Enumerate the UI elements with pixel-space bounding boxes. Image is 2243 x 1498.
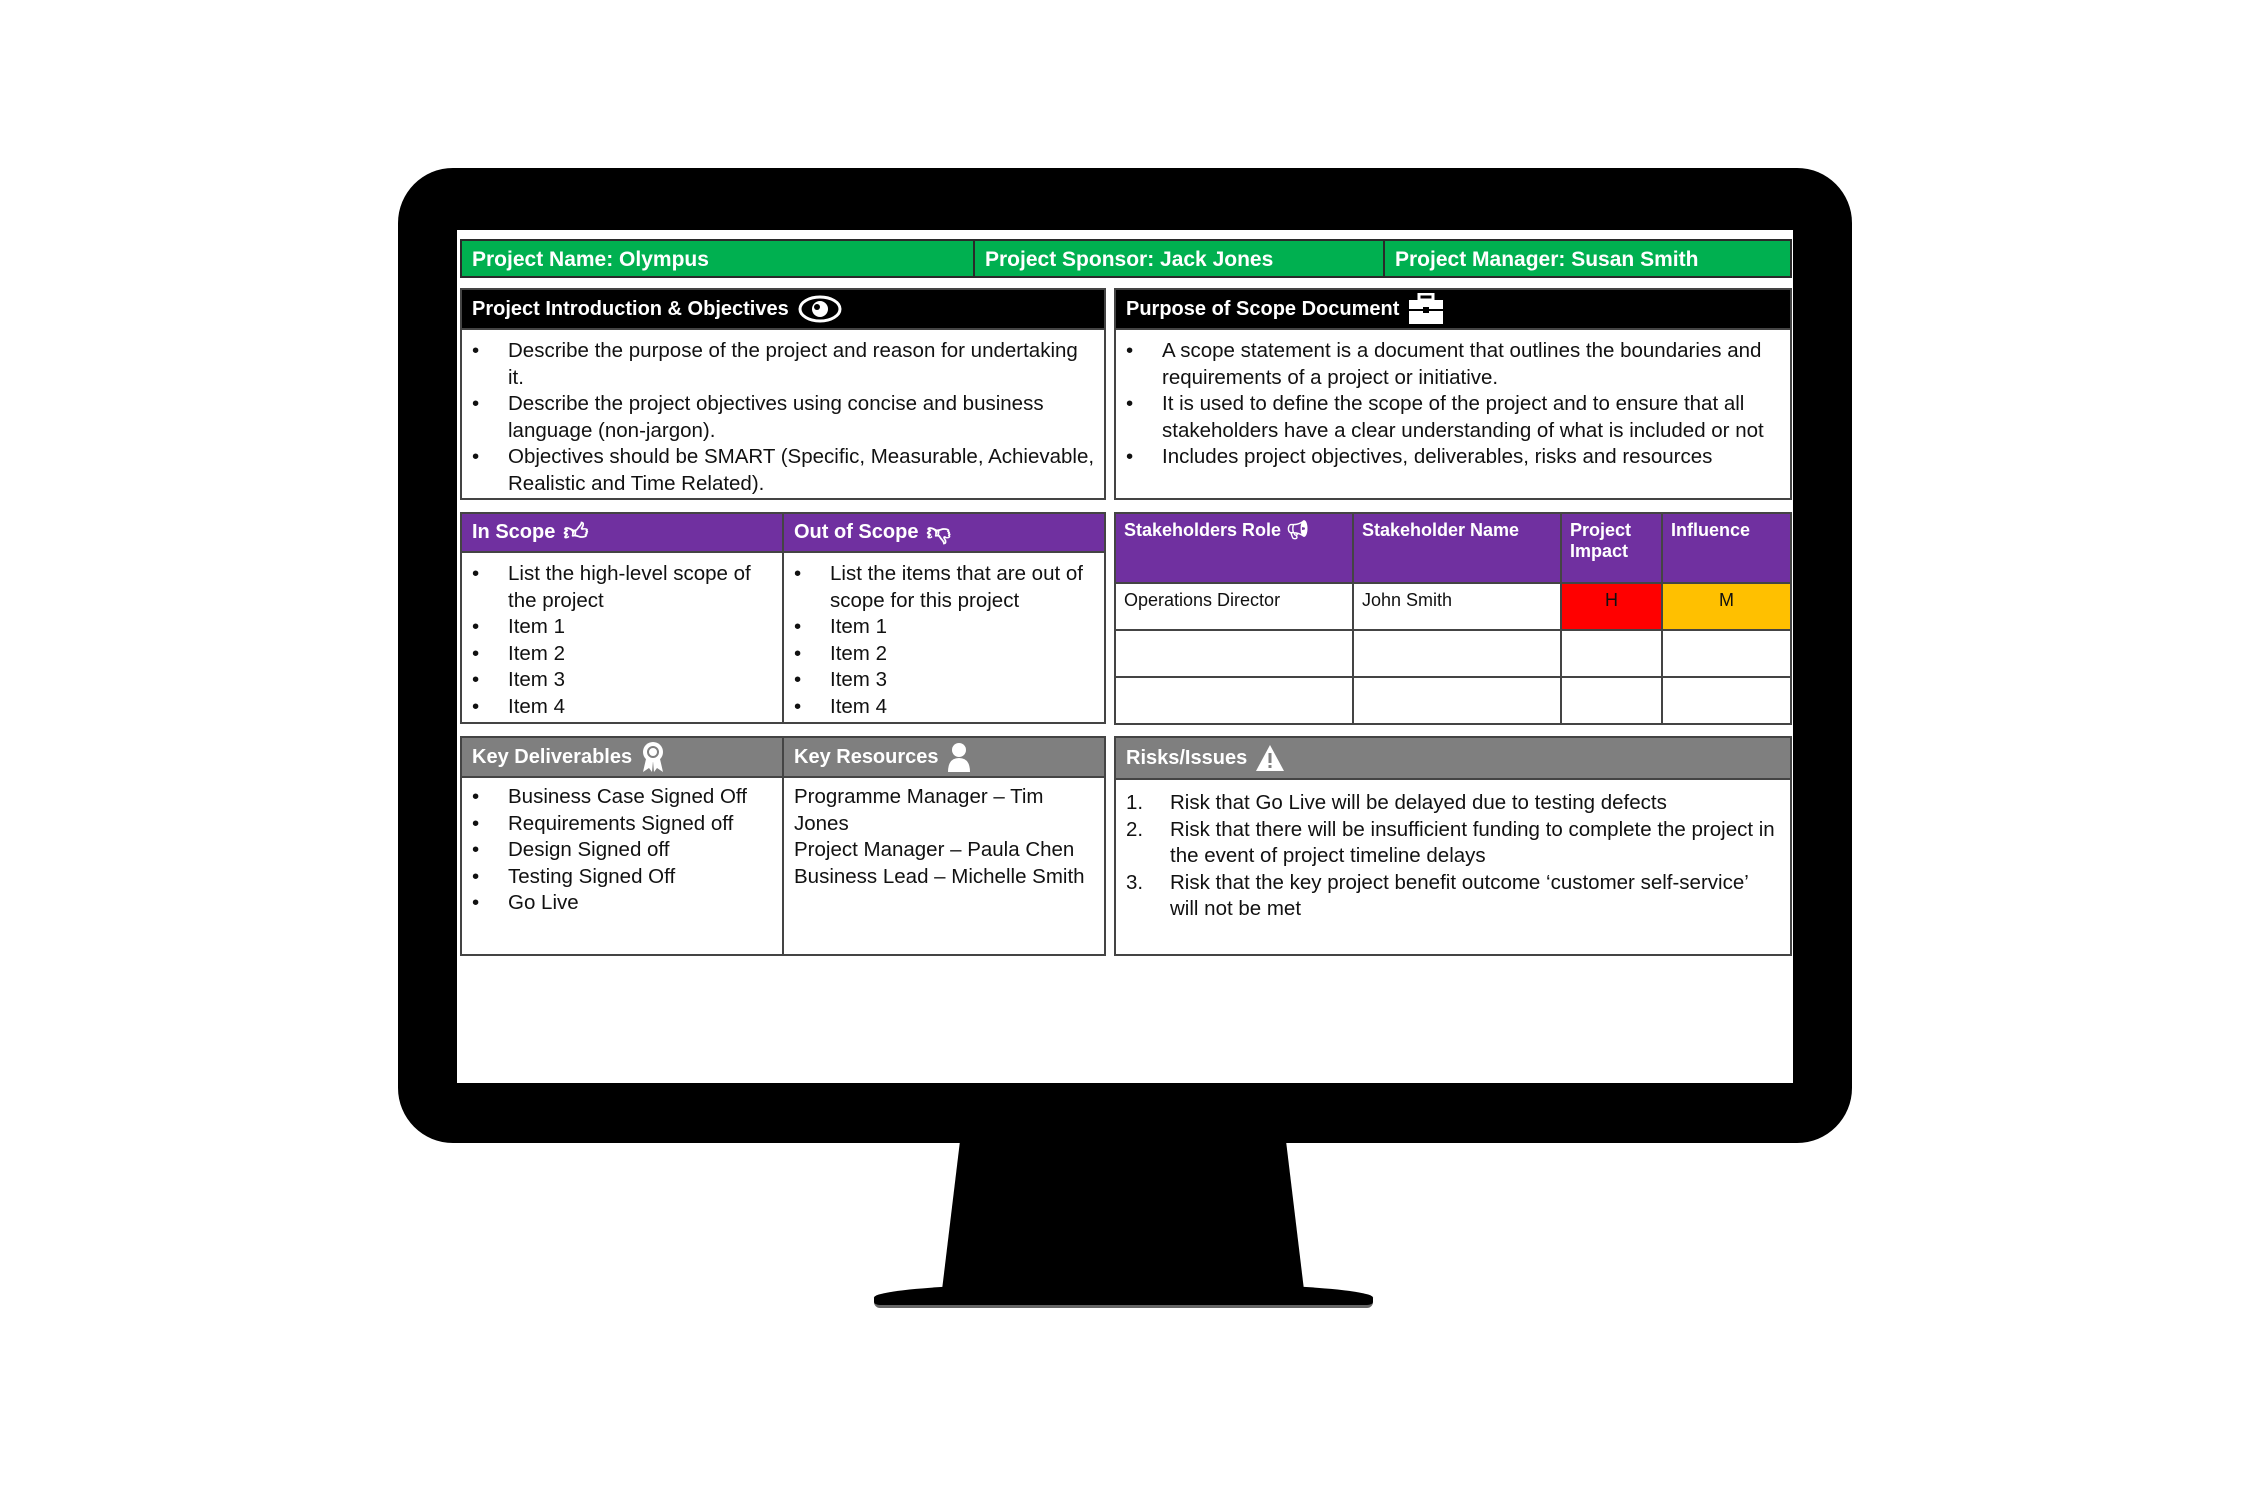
risk-number: 2. — [1126, 817, 1144, 841]
out-scope-item: • List the items that are out of scope for this project — [794, 561, 1096, 614]
stakeholder-cell — [1561, 677, 1662, 724]
deliverables-list — [462, 778, 782, 917]
thumbs-down-icon: 👎︎ — [926, 518, 951, 546]
stakeholder-cell: M — [1662, 583, 1791, 630]
intro-item: • Describe the project objectives using concise and business language (non-jargon). — [472, 391, 1096, 444]
deliverable-item: • Business Case Signed Off — [472, 784, 774, 811]
warning-icon — [1255, 744, 1285, 772]
risk-text: Risk that Go Live will be delayed due to testing defects — [1170, 791, 1667, 814]
intro-list — [462, 330, 1104, 497]
project-sponsor: Project Sponsor: Jack Jones — [975, 241, 1385, 276]
intro-item: • Describe the purpose of the project and reason for undertaking it. — [472, 338, 1096, 391]
intro-section — [460, 288, 1106, 500]
purpose-item: • Includes project objectives, deliverables, risks and resources — [1126, 444, 1782, 471]
deliverable-item: • Go Live — [472, 890, 774, 917]
risk-item — [1126, 817, 1782, 870]
in-scope-item: • Item 4 — [472, 694, 774, 721]
resource-item: Project Manager – Paula Chen — [794, 838, 1075, 861]
risk-item — [1126, 790, 1782, 817]
stakeholder-cell — [1115, 677, 1353, 724]
out-scope-item: • Item 1 — [794, 614, 1096, 641]
monitor-stand — [942, 1140, 1304, 1290]
stakeholder-header-cell: Stakeholder Name — [1353, 513, 1561, 583]
out-scope-item: • Item 4 — [794, 694, 1096, 721]
risks-list — [1116, 780, 1790, 923]
stakeholder-cell — [1662, 677, 1791, 724]
intro-item: • Objectives should be SMART (Specific, Measurable, Achievable, Realistic and Time Related). — [472, 444, 1096, 497]
out-scope-column — [782, 514, 1104, 722]
stakeholder-cell — [1662, 630, 1791, 677]
risk-number: 1. — [1126, 791, 1144, 814]
in-scope-item: • Item 3 — [472, 667, 774, 694]
deliverables-resources-section — [460, 736, 1106, 956]
stakeholder-cell — [1353, 677, 1561, 724]
out-scope-title: Out of Scope — [794, 521, 919, 543]
in-scope-title: In Scope — [472, 521, 556, 543]
eye-icon — [797, 294, 843, 324]
purpose-item: • A scope statement is a document that outlines the boundaries and requirements of a project or initiative. — [1126, 338, 1782, 391]
out-scope-item: • Item 3 — [794, 667, 1096, 694]
megaphone-icon: 📢︎ — [1281, 520, 1309, 540]
stakeholder-row — [1115, 630, 1791, 677]
risk-text: Risk that the key project benefit outcome ‘customer self-service’ will not be met — [1170, 870, 1749, 920]
stakeholder-cell: John Smith — [1353, 583, 1561, 630]
stakeholder-cell — [1561, 630, 1662, 677]
in-scope-item: • Item 2 — [472, 641, 774, 668]
stakeholder-cell: H — [1561, 583, 1662, 630]
stakeholder-header-cell: Influence — [1662, 513, 1791, 583]
deliverables-title: Key Deliverables — [472, 745, 633, 768]
in-scope-item: • List the high-level scope of the project — [472, 561, 774, 614]
stakeholder-table-wrap — [1114, 512, 1792, 725]
risk-text: Risk that there will be insufficient funding to complete the project in the event of project timeline delays — [1170, 817, 1775, 867]
thumbs-up-icon: 👍︎ — [563, 518, 589, 546]
stakeholder-header-cell: Project Impact — [1561, 513, 1662, 583]
resource-item: Business Lead – Michelle Smith — [794, 864, 1085, 888]
stakeholder-row — [1115, 583, 1791, 630]
purpose-section — [1114, 288, 1792, 500]
award-ribbon-icon — [640, 741, 666, 773]
deliverable-item: • Testing Signed Off — [472, 864, 774, 891]
scope-section — [460, 512, 1106, 724]
in-scope-column — [462, 514, 782, 722]
resources-title: Key Resources — [794, 745, 939, 768]
purpose-title: Purpose of Scope Document — [1126, 297, 1400, 320]
deliverable-item: • Design Signed off — [472, 837, 774, 864]
deliverables-column — [462, 738, 782, 954]
resources-column — [782, 738, 1104, 954]
in-scope-item: • Item 1 — [472, 614, 774, 641]
monitor-base — [874, 1282, 1373, 1308]
stakeholder-cell — [1353, 630, 1561, 677]
stakeholder-header-cell: Stakeholders Role 📢︎ — [1115, 513, 1353, 583]
stakeholder-table — [1114, 512, 1792, 725]
monitor-screen — [457, 230, 1793, 1083]
deliverable-item: • Requirements Signed off — [472, 811, 774, 838]
intro-title: Project Introduction & Objectives — [472, 297, 789, 320]
risk-item — [1126, 870, 1782, 923]
out-scope-list — [784, 553, 1104, 720]
stakeholder-cell — [1115, 630, 1353, 677]
person-icon — [947, 742, 971, 772]
purpose-item: • It is used to define the scope of the project and to ensure that all stakeholders have a clear understanding of what is included or not — [1126, 391, 1782, 444]
project-name: Project Name: Olympus — [462, 241, 975, 276]
in-scope-list — [462, 553, 782, 720]
briefcase-icon — [1407, 293, 1445, 325]
project-manager: Project Manager: Susan Smith — [1395, 248, 1699, 271]
resources-list — [784, 778, 1104, 890]
project-info-bar — [460, 239, 1792, 278]
purpose-list — [1116, 330, 1790, 471]
stakeholder-cell: Operations Director — [1115, 583, 1353, 630]
risks-section — [1114, 736, 1792, 956]
risk-number: 3. — [1126, 870, 1144, 894]
risks-title: Risks/Issues — [1126, 746, 1248, 769]
out-scope-item: • Item 2 — [794, 641, 1096, 668]
stakeholder-row — [1115, 677, 1791, 724]
resource-item: Programme Manager – Tim Jones — [794, 785, 1044, 835]
